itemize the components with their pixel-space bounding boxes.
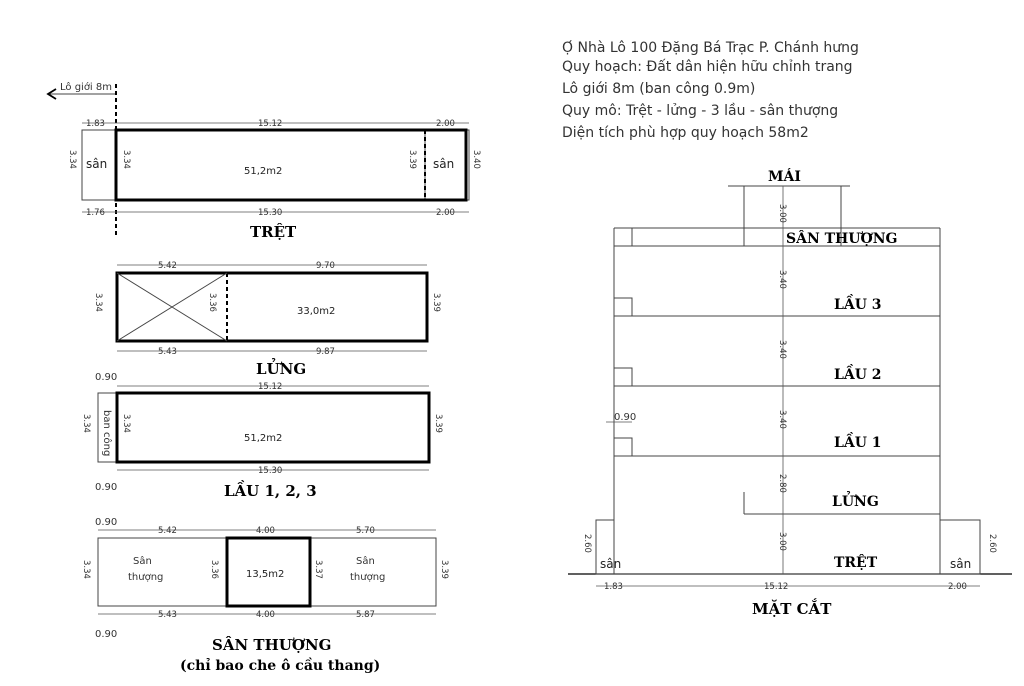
santhuong-bottom-dim-1: 0.90 [95,629,118,640]
section-bottom-dim-2: 15.12 [764,582,789,592]
lau-side-dim-1: 3.34 [81,414,91,433]
santhuong-top-dim-1: 0.90 [95,517,118,528]
floor-label-mai: MÁI [768,169,801,185]
santhuong-subtitle: (chỉ bao che ô cầu thang) [180,658,381,674]
tret-top-dim-2: 15.12 [258,119,283,129]
lung-area: 33,0m2 [297,306,336,317]
lung-top-dim-1: 5.42 [158,261,177,271]
santhuong-left-label-1: Sân [133,556,152,567]
height-dim-lung: 2.80 [777,474,787,493]
lau-top-dim-2: 15.12 [258,382,283,392]
section-title: MẶT CẮT [752,600,832,618]
balcony-lau1 [614,438,632,456]
tret-top-dim-1: 1.83 [86,119,105,129]
tret-left-yard-label: sân [86,157,108,171]
floor-label-lau2: LẦU 2 [834,367,882,383]
floor-label-santhuong: SÂN THƯỢNG [786,231,898,247]
lau-top-dim-1: 0.90 [95,372,118,383]
floor-label-lau3: LẦU 3 [834,297,882,313]
lung-main-room [117,273,427,341]
santhuong-right-label-2: thượng [350,572,386,583]
height-dim-lau3: 3.40 [777,270,787,289]
santhuong-plan [81,517,449,674]
lau-main-room [117,393,429,462]
lau-title: LẦU 1, 2, 3 [224,482,317,500]
balcony-lau3 [614,298,632,316]
note-scale: Quy mô: Trệt - lửng - 3 lầu - sân thượng [562,103,839,119]
tret-bottom-dim-1: 1.76 [86,208,105,218]
section-yard-right-label: sân [950,557,972,571]
tret-right-yard-label: sân [433,157,455,171]
lau-side-dim-3: 3.39 [433,414,443,433]
note-address: Ọ́ Nhà Lô 100 Đặng Bá Trạc P. Chánh hưng [562,40,859,56]
tret-bottom-dim-2: 15.30 [258,208,283,218]
section-yard-left-label: sân [600,557,622,571]
santhuong-bottom-dim-3: 4.00 [256,610,275,620]
note-area: Diện tích phù hợp quy hoạch 58m2 [562,125,809,141]
tret-bottom-dim-3: 2.00 [436,208,455,218]
tret-top-dim-3: 2.00 [436,119,455,129]
yard-height-right: 2.60 [987,534,997,553]
balcony-lau2 [614,368,632,386]
tret-area: 51,2m2 [244,166,283,177]
santhuong-right-label-1: Sân [356,556,375,567]
lo-gioi-label: Lô giới 8m [60,82,112,93]
santhuong-side-dim-3: 3.37 [313,560,323,579]
tret-plan [48,81,481,241]
santhuong-side-dim-1: 3.34 [81,560,91,579]
tret-side-dim-3: 3.39 [407,150,417,169]
height-dim-tret: 3.00 [777,532,787,551]
santhuong-top-dim-4: 5.70 [356,526,375,536]
santhuong-area: 13,5m2 [246,569,285,580]
santhuong-side-dim-2: 3.36 [209,560,219,579]
lung-plan [93,261,441,378]
note-lo-gioi: Lô giới 8m (ban công 0.9m) [562,81,756,97]
lung-side-dim-3: 3.39 [431,293,441,312]
lau-area: 51,2m2 [244,433,283,444]
tret-title: TRỆT [250,223,297,241]
floor-label-lau1: LẦU 1 [834,435,882,451]
lung-side-dim-1: 3.34 [93,293,103,312]
lau-plan [81,372,443,500]
section-drawing [568,167,1012,618]
santhuong-bottom-dim-2: 5.43 [158,610,177,620]
height-dim-mai: 3.00 [777,204,787,223]
yard-height-left: 2.60 [582,534,592,553]
lung-bottom-dim-1: 5.43 [158,347,177,357]
lau-bottom-dim-1: 0.90 [95,482,118,493]
tret-side-dim-1: 3.34 [67,150,77,169]
project-notes [562,40,859,141]
lung-title: LỬNG [256,360,307,378]
lung-top-dim-2: 9.70 [316,261,335,271]
floor-label-tret: TRỆT [834,555,878,571]
santhuong-title: SÂN THƯỢNG [212,636,332,654]
height-dim-lau2: 3.40 [777,340,787,359]
tret-side-dim-4: 3.40 [471,150,481,169]
section-bottom-dim-3: 2.00 [948,582,967,592]
santhuong-top-dim-2: 5.42 [158,526,177,536]
lung-side-dim-2: 3.36 [207,293,217,312]
santhuong-top-dim-3: 4.00 [256,526,275,536]
lau-balcony-label: ban công [101,410,112,457]
note-planning: Quy hoạch: Đất dân hiện hữu chỉnh trang [562,59,853,75]
balcony-dim: 0.90 [614,412,637,423]
lau-bottom-dim-2: 15.30 [258,466,283,476]
tret-side-dim-2: 3.34 [121,150,131,169]
santhuong-bottom-dim-4: 5.87 [356,610,375,620]
building-body [614,246,940,574]
section-bottom-dim-1: 1.83 [604,582,623,592]
lau-side-dim-2: 3.34 [121,414,131,433]
lung-bottom-dim-2: 9.87 [316,347,335,357]
santhuong-left-label-2: thượng [128,572,164,583]
floor-label-lung: LỬNG [832,494,879,510]
height-dim-lau1: 3.40 [777,410,787,429]
santhuong-side-dim-4: 3.39 [439,560,449,579]
